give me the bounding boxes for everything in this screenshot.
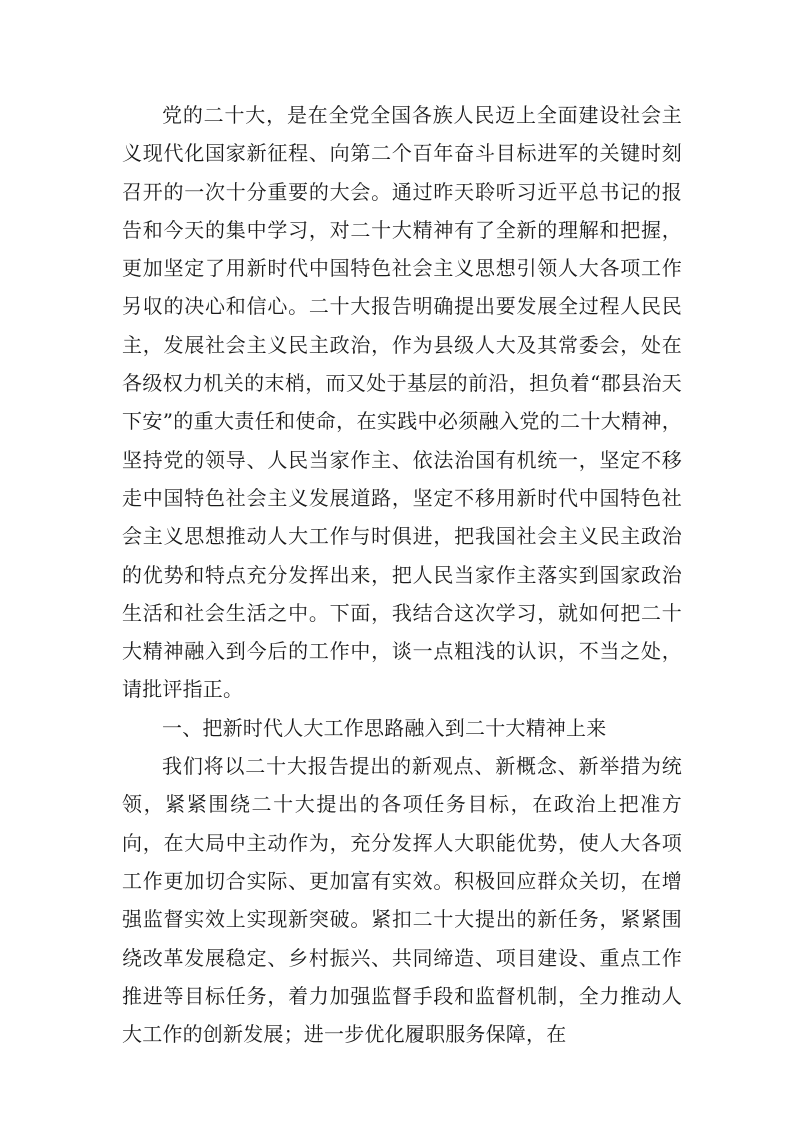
document-body bbox=[122, 96, 682, 1053]
paragraph-section-1: 我们将以二十大报告提出的新观点、新概念、新举措为统领，紧紧围绕二十大提出的各项任务目标，在政治上把准方向，在大局中主动作为，充分发挥人大职能优势，使人大各项工作更加切合实际、更加富有实效。积极回应群众关切，在增强监督实效上实现新突破。紧扣二十大提出的新任务，紧紧围绕改革发展稳定、乡村振兴、共同缔造、项目建设、重点工作推进等目标任务，着力加强监督手段和监督机制，全力推动人大工作的创新发展；进一步优化履职服务保障，在 bbox=[122, 754, 682, 1047]
section-heading-1: 一、把新时代人大工作思路融入到二十大精神上来 bbox=[162, 715, 607, 740]
paragraph-intro: 党的二十大，是在全党全国各族人民迈上全面建设社会主义现代化国家新征程、向第二个百年奋斗目标进军的关键时刻召开的一次十分重要的大会。通过昨天聆听习近平总书记的报告和今天的集中学习，对二十大精神有了全新的理解和把握，更加坚定了用新时代中国特色社会主义思想引领人大各项工作另収的决心和信心。二十大报告明确提出要发展全过程人民民主，发展社会主义民主政治，作为县级人大及其常委会，处在各级权力机关的末梢，而又处于基层的前沿，担负着“郡县治天下安”的重大责任和使命，在实践中必须融入党的二十大精神，坚持党的领导、人民当家作主、依法治国有机统一，坚定不移走中国特色社会主义发展道路，坚定不移用新时代中国特色社会主义思想推动人大工作与时俱进，把我国社会主义民主政治的优势和特点充分发挥出来，把人民当家作主落实到国家政治生活和社会生活之中。下面，我结合这次学习，就如何把二十大精神融入到今后的工作中，谈一点粗浅的认识，不当之处，请批评指正。 bbox=[122, 103, 682, 702]
